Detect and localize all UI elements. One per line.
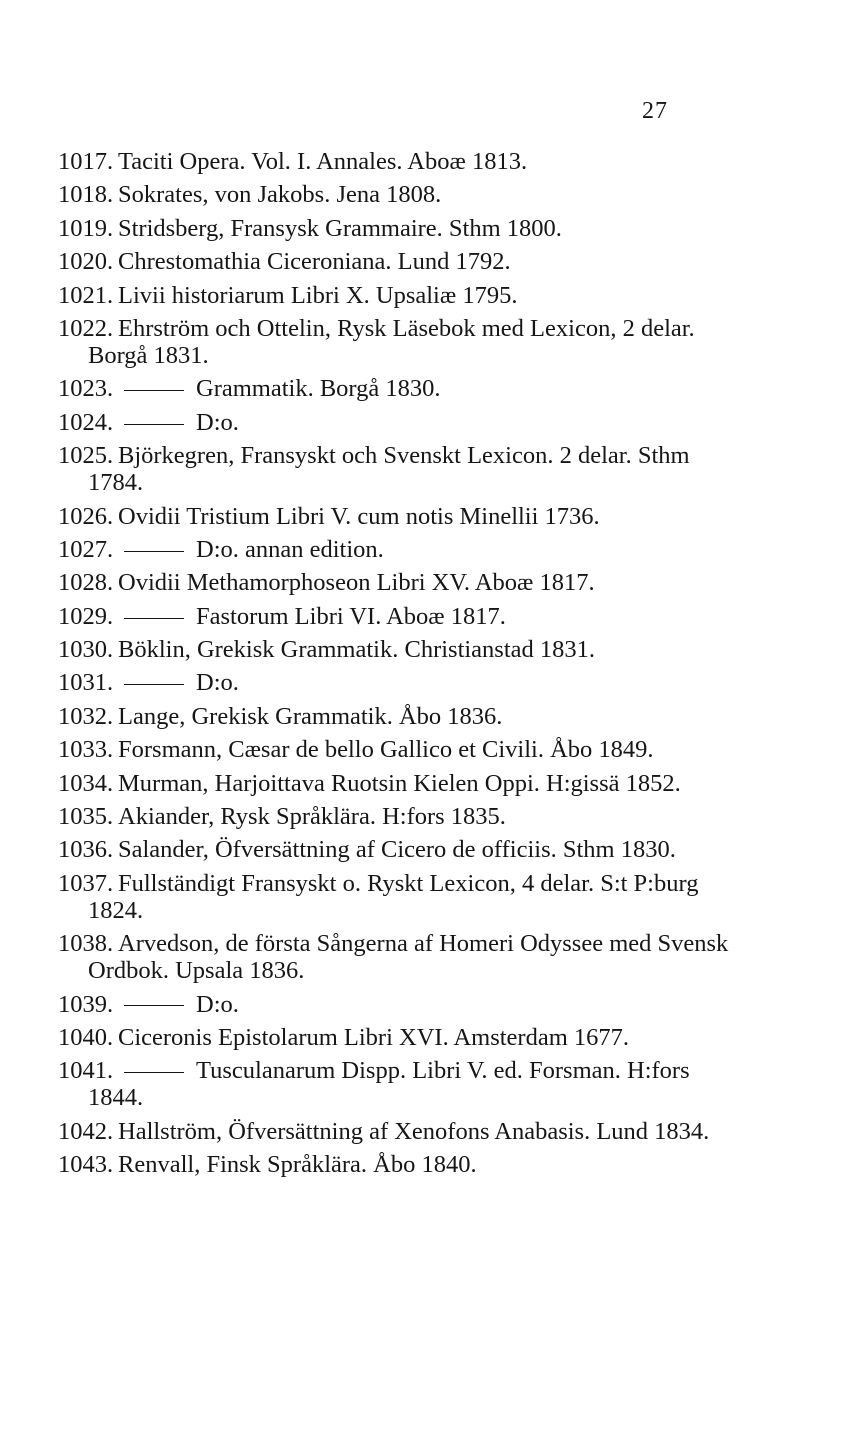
catalog-entry (58, 409, 748, 436)
ditto-dash (124, 684, 184, 685)
catalog-entry (58, 1024, 748, 1051)
entry-number: 1035. (58, 803, 114, 831)
entry-number: 1027. (58, 535, 114, 563)
catalog-entry-list (58, 148, 748, 1185)
entry-number: 1038. (58, 930, 114, 958)
catalog-entry (58, 315, 748, 369)
entry-number: 1017. (58, 148, 114, 175)
catalog-entry (58, 181, 748, 208)
catalog-entry (58, 248, 748, 275)
entry-text: Björkegren, Fransyskt och Svenskt Lexicon. 2 delar. Sthm 1784. (88, 442, 690, 497)
entry-number: 1026. (58, 502, 114, 530)
catalog-entry (58, 215, 748, 242)
entry-text: Forsmann, Cæsar de bello Gallico et Civili. Åbo 1849. (118, 736, 654, 764)
catalog-entry (58, 703, 748, 730)
ditto-dash (124, 1005, 184, 1006)
page-number: 27 (642, 98, 668, 124)
catalog-entry (58, 375, 748, 402)
catalog-entry (58, 442, 748, 496)
entry-number: 1029. (58, 602, 114, 630)
ditto-dash (124, 390, 184, 391)
entry-text: Chrestomathia Ciceroniana. Lund 1792. (118, 248, 511, 276)
entry-number: 1033. (58, 736, 114, 764)
entry-text: Stridsberg, Fransysk Grammaire. Sthm 1800. (118, 214, 562, 242)
entry-number: 1043. (58, 1151, 114, 1179)
entry-text: Böklin, Grekisk Grammatik. Christianstad 1831. (118, 636, 596, 664)
entry-number: 1020. (58, 248, 114, 276)
entry-number: 1025. (58, 442, 114, 470)
entry-text: Fastorum Libri VI. Aboæ 1817. (196, 602, 506, 630)
entry-text: Taciti Opera. Vol. I. Annales. Aboæ 1813. (118, 148, 528, 175)
entry-text: D:o. (196, 408, 239, 436)
entry-number: 1031. (58, 669, 114, 697)
entry-text: Ciceronis Epistolarum Libri XVI. Amsterdam 1677. (118, 1023, 630, 1051)
catalog-entry (58, 503, 748, 530)
catalog-entry (58, 930, 748, 984)
entry-text: Murman, Harjoittava Ruotsin Kielen Oppi. H:gissä 1852. (118, 769, 681, 797)
entry-text: Hallström, Öfversättning af Xenofons Anabasis. Lund 1834. (118, 1117, 710, 1145)
entry-number: 1018. (58, 181, 114, 209)
entry-text: Akiander, Rysk Språklära. H:fors 1835. (118, 803, 506, 831)
entry-number: 1021. (58, 281, 114, 309)
entry-number: 1032. (58, 702, 114, 730)
entry-number: 1042. (58, 1117, 114, 1145)
catalog-entry (58, 991, 748, 1018)
catalog-entry (58, 669, 748, 696)
catalog-entry (58, 636, 748, 663)
entry-text: D:o. (196, 669, 239, 697)
entry-text: D:o. annan edition. (196, 535, 384, 563)
entry-text: Grammatik. Borgå 1830. (196, 375, 441, 403)
entry-number: 1041. (58, 1057, 114, 1085)
catalog-entry (58, 603, 748, 630)
entry-number: 1037. (58, 869, 114, 897)
entry-number: 1023. (58, 375, 114, 403)
ditto-dash (124, 618, 184, 619)
entry-text: Arvedson, de första Sångerna af Homeri Odyssee med Svensk Ordbok. Upsala 1836. (88, 930, 729, 985)
entry-number: 1019. (58, 214, 114, 242)
catalog-entry (58, 736, 748, 763)
entry-number: 1022. (58, 314, 114, 342)
catalog-entry (58, 836, 748, 863)
entry-number: 1040. (58, 1023, 114, 1051)
catalog-entry (58, 870, 748, 924)
catalog-entry (58, 148, 748, 175)
catalog-entry (58, 770, 748, 797)
entry-text: Tusculanarum Dispp. Libri V. ed. Forsman. H:fors 1844. (88, 1057, 690, 1112)
entry-text: Fullständigt Fransyskt o. Ryskt Lexicon, 4 delar. S:t P:burg 1824. (88, 869, 699, 924)
entry-number: 1024. (58, 408, 114, 436)
catalog-entry (58, 536, 748, 563)
catalog-entry (58, 282, 748, 309)
entry-text: Sokrates, von Jakobs. Jena 1808. (118, 181, 442, 209)
entry-text: Ehrström och Ottelin, Rysk Läsebok med Lexicon, 2 delar. Borgå 1831. (88, 314, 695, 369)
catalog-entry (58, 1057, 748, 1111)
entry-number: 1034. (58, 769, 114, 797)
entry-text: Renvall, Finsk Språklära. Åbo 1840. (118, 1151, 477, 1179)
catalog-entry (58, 1118, 748, 1145)
entry-text: Lange, Grekisk Grammatik. Åbo 1836. (118, 702, 503, 730)
ditto-dash (124, 551, 184, 552)
ditto-dash (124, 424, 184, 425)
entry-number: 1030. (58, 636, 114, 664)
entry-number: 1028. (58, 569, 114, 597)
catalog-entry (58, 803, 748, 830)
entry-text: Salander, Öfversättning af Cicero de officiis. Sthm 1830. (118, 836, 676, 864)
catalog-entry (58, 569, 748, 596)
entry-text: Ovidii Methamorphoseon Libri XV. Aboæ 1817. (118, 569, 595, 597)
entry-number: 1036. (58, 836, 114, 864)
entry-text: Ovidii Tristium Libri V. cum notis Minellii 1736. (118, 502, 600, 530)
catalog-entry (58, 1151, 748, 1178)
ditto-dash (124, 1072, 184, 1073)
entry-number: 1039. (58, 990, 114, 1018)
entry-text: D:o. (196, 990, 239, 1018)
entry-text: Livii historiarum Libri X. Upsaliæ 1795. (118, 281, 518, 309)
